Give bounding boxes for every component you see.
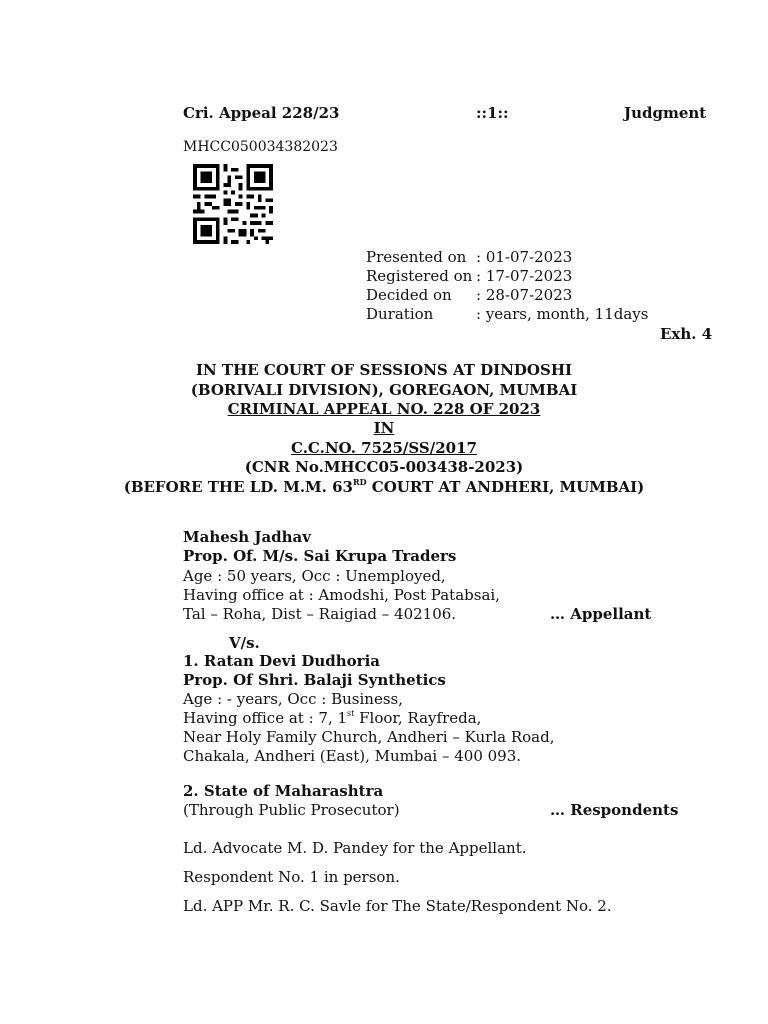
case-reference: Cri. Appeal 228/23 [183,104,340,122]
decided-on-value: : 28-07-2023 [476,286,573,304]
versus-label: V/s. [229,634,260,652]
lower-court [0,477,768,496]
appellant-age: Age : 50 years, Occ : Unemployed, [183,567,446,585]
appearance-respondent1: Respondent No. 1 in person. [183,868,400,886]
respondent1-age: Age : - years, Occ : Business, [183,690,404,708]
presented-on-row [366,248,572,266]
duration-row [366,305,648,323]
court-name: IN THE COURT OF SESSIONS AT DINDOSHI [195,361,573,379]
registered-on-row [366,267,572,285]
respondent1-office-post: Floor, Rayfreda, [354,709,482,727]
appellant-address: Tal – Roha, Dist – Raigiad – 402106. [183,605,457,623]
lower-court-sup: RD [352,477,367,487]
respondent1-address1: Near Holy Family Church, Andheri – Kurla Road, [183,728,555,746]
cc-number [0,439,768,457]
in-connector-text: IN [373,419,395,437]
registered-on-value: : 17-07-2023 [476,267,573,285]
in-connector [0,419,768,437]
cc-number-text: C.C.NO. 7525/SS/2017 [291,439,477,457]
cnr-code: MHCC050034382023 [183,139,338,155]
appellant-office: Having office at : Amodshi, Post Patabsai, [183,586,500,604]
appearance-appellant: Ld. Advocate M. D. Pandey for the Appellant. [183,839,527,857]
appellant-role: … Appellant [550,605,652,623]
page-marker: ::1:: [476,104,509,122]
respondent1-firm: Prop. Of Shri. Balaji Synthetics [183,671,446,689]
court-division: (BORIVALI DIVISION), GOREGAON, MUMBAI [190,381,578,399]
qr-code-icon [191,164,275,244]
respondent1-office-pre: Having office at : 7, 1 [183,709,348,727]
decided-on-label: Decided on [366,286,452,304]
lower-court-pre: (BEFORE THE LD. M.M. 63 [123,478,353,496]
appeal-number [0,400,768,418]
presented-on-label: Presented on [366,248,467,266]
respondent1-office [183,709,481,727]
respondent1-office-sup: st [347,709,355,718]
respondent1-name: 1. Ratan Devi Dudhoria [183,652,381,670]
cnr-number: (CNR No.MHCC05-003438-2023) [244,458,524,476]
decided-on-row [366,286,572,304]
registered-on-label: Registered on [366,267,473,285]
appellant-name: Mahesh Jadhav [183,528,311,546]
duration-label: Duration [366,305,434,323]
appellant-firm: Prop. Of. M/s. Sai Krupa Traders [183,547,457,565]
duration-value: : years, month, 11days [476,305,649,323]
appeal-number-text: CRIMINAL APPEAL NO. 228 OF 2023 [227,400,541,418]
respondent2-via: (Through Public Prosecutor) [183,801,400,819]
respondent1-address2: Chakala, Andheri (East), Mumbai – 400 093. [183,747,522,765]
appearance-state: Ld. APP Mr. R. C. Savle for The State/Respondent No. 2. [183,897,612,915]
exhibit-number: Exh. 4 [660,325,713,343]
presented-on-value: : 01-07-2023 [476,248,573,266]
respondents-role: … Respondents [550,801,679,819]
lower-court-post: COURT AT ANDHERI, MUMBAI) [366,478,645,496]
document-type: Judgment [624,104,707,122]
respondent2-name: 2. State of Maharashtra [183,782,384,800]
